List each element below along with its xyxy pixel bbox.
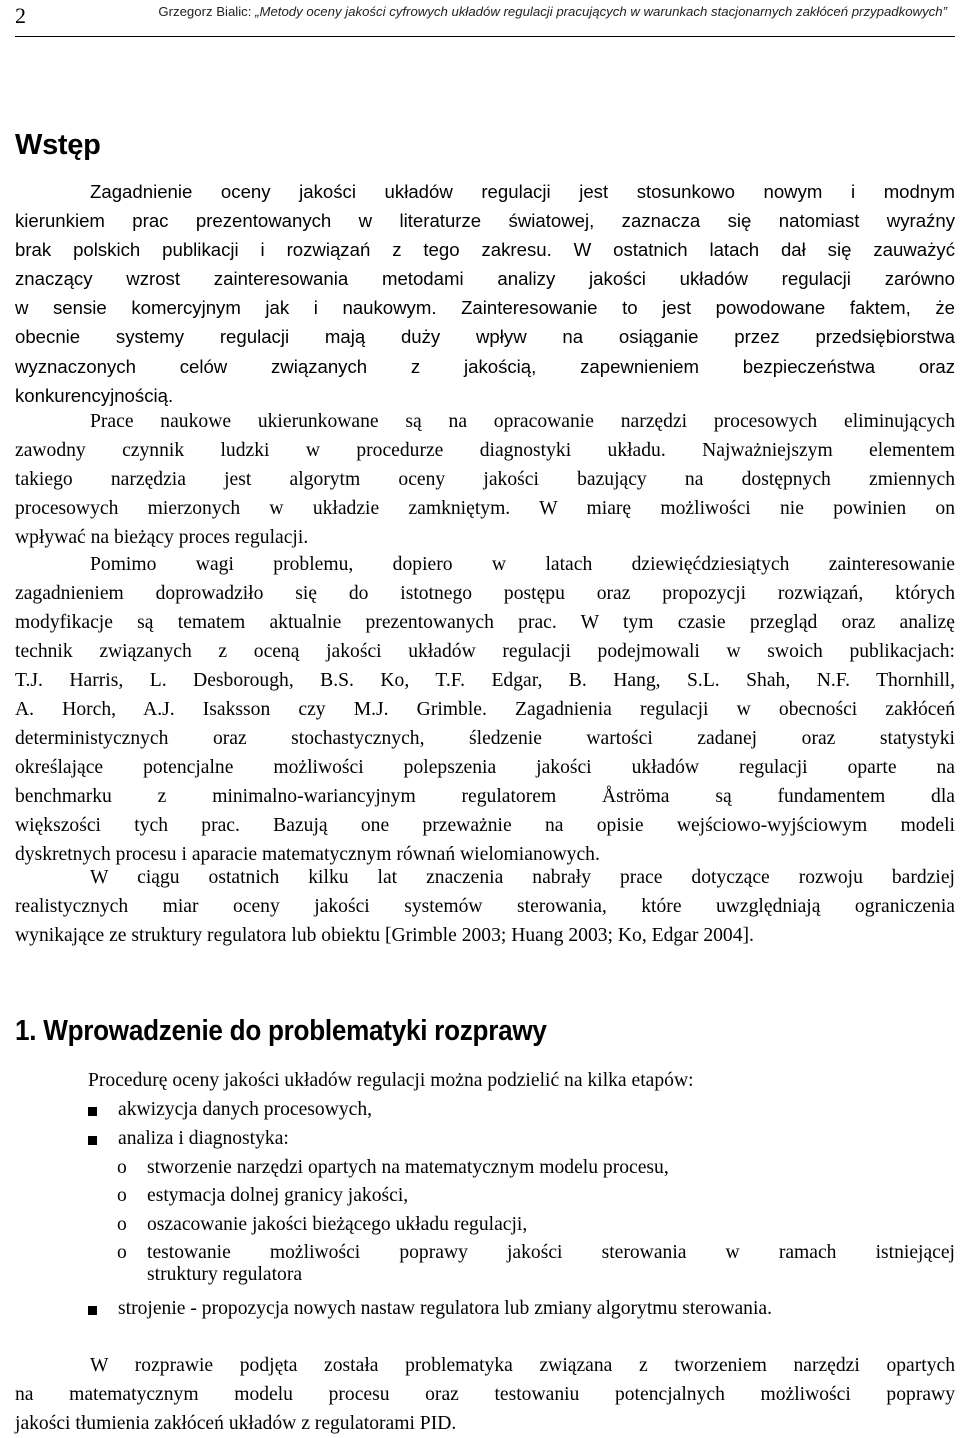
paragraph-line: zagadnieniem doprowadziło się do istotnego postępu oraz propozycji rozwiązań, których (15, 583, 955, 604)
paragraph-line: większości tych prac. Bazują one przeważnie na opisie wejściowo-wyjściowym modeli (15, 815, 955, 836)
running-head (158, 4, 947, 19)
paragraph-line: zawodny czynnik ludzki w procedurze diagnostyki układu. Najważniejszym elementem (15, 440, 955, 461)
sub-list-item-text: stworzenie narzędzi opartych na matematycznym modelu procesu, (147, 1157, 669, 1178)
circle-bullet-icon: o (117, 1157, 127, 1178)
running-head-title: „Metody oceny jakości cyfrowych układów regulacji pracujących w warunkach stacjonarnych zakłóceń przypadkowych” (255, 4, 947, 19)
running-head-author: Grzegorz Bialic: (158, 4, 256, 19)
list-item-text: analiza i diagnostyka: (118, 1128, 289, 1149)
paragraph-line: określające potencjalne możliwości polepszenia jakości układów regulacji oparte na (15, 757, 955, 778)
section-heading: 1. Wprowadzenie do problematyki rozprawy (15, 1015, 547, 1047)
intro-paragraph-1 (15, 177, 955, 410)
paragraph-line: konkurencyjnością. (15, 384, 174, 406)
intro-heading: Wstęp (15, 129, 101, 161)
paragraph-line: W rozprawie podjęta została problematyka związana z tworzeniem narzędzi opartych (90, 1355, 955, 1376)
paragraph-line: Zagadnienie oceny jakości układów regulacji jest stosunkowo nowym i modnym (90, 181, 955, 202)
paragraph-line: znaczący wzrost zainteresowania metodami analizy jakości układów regulacji zarówno (15, 268, 955, 290)
square-bullet-icon (88, 1136, 97, 1145)
intro-paragraph-2 (15, 407, 955, 552)
paragraph-line: benchmarku z minimalno-wariancyjnym regulatorem Åströma są fundamentem dla (15, 786, 955, 807)
list-item-text: akwizycja danych procesowych, (118, 1099, 373, 1120)
paragraph-line: w sensie komercyjnym jak i naukowym. Zainteresowanie to jest powodowane faktem, że (15, 297, 955, 319)
paragraph-line: modyfikacje są tematem aktualnie prezentowanych prac. W tym czasie przegląd oraz analizę (15, 612, 955, 633)
sub-list-item-text: estymacja dolnej granicy jakości, (147, 1185, 409, 1206)
paragraph-line: technik związanych z oceną jakości układów regulacji podejmowali w swoich publikacjach: (15, 641, 955, 662)
paragraph-line: T.J. Harris, L. Desborough, B.S. Ko, T.F. Edgar, B. Hang, S.L. Shah, N.F. Thornhill, (15, 670, 955, 691)
paragraph-line: obecnie systemy regulacji mają duży wpływ na osiąganie przez przedsiębiorstwa (15, 326, 955, 348)
paragraph-line: realistycznych miar oceny jakości systemów sterowania, które uwzględniają ograniczenia (15, 896, 955, 917)
paragraph-line: dyskretnych procesu i aparacie matematycznym równań wielomianowych. (15, 844, 600, 865)
intro-paragraph-4 (15, 863, 955, 950)
paragraph-line: jakości tłumienia zakłóceń układów z regulatorami PID. (15, 1413, 457, 1434)
sub-list-item-line: struktury regulatora (147, 1264, 303, 1285)
paragraph-line: brak polskich publikacji i rozwiązań z tego zakresu. W ostatnich latach dał się zauważyć (15, 239, 955, 261)
circle-bullet-icon: o (117, 1185, 127, 1206)
paragraph-line: A. Horch, A.J. Isaksson czy M.J. Grimble. Zagadnienia regulacji w obecności zakłóceń (15, 699, 955, 720)
square-bullet-icon (88, 1306, 97, 1315)
paragraph-line: wpływać na bieżący proces regulacji. (15, 527, 309, 548)
paragraph-line: kierunkiem prac prezentowanych w literaturze światowej, zaznacza się natomiast wyraźny (15, 210, 955, 232)
sub-list-item-text (147, 1242, 955, 1286)
page-number: 2 (15, 3, 26, 28)
paragraph-line: Pomimo wagi problemu, dopiero w latach dziewięćdziesiątych zainteresowanie (90, 554, 955, 575)
page-header (15, 0, 955, 37)
intro-paragraph-3 (15, 550, 955, 869)
square-bullet-icon (88, 1107, 97, 1116)
paragraph-line: W ciągu ostatnich kilku lat znaczenia nabrały prace dotyczące rozwoju bardziej (90, 867, 955, 888)
paragraph-line: takiego narzędzia jest algorytm oceny jakości bazujący na dostępnych zmiennych (15, 469, 955, 490)
list-item-text: strojenie - propozycja nowych nastaw regulatora lub zmiany algorytmu sterowania. (118, 1298, 772, 1319)
circle-bullet-icon: o (117, 1214, 127, 1235)
paragraph-line: procesowych mierzonych w układzie zamkniętym. W miarę możliwości nie powinien on (15, 498, 955, 519)
paragraph-line: na matematycznym modelu procesu oraz testowaniu potencjalnych możliwości poprawy (15, 1384, 955, 1405)
sub-list-item-line: testowanie możliwości poprawy jakości sterowania w ramach istniejącej (147, 1242, 955, 1263)
closing-paragraph (15, 1351, 955, 1438)
paragraph-line: Prace naukowe ukierunkowane są na opracowanie narzędzi procesowych eliminujących (90, 411, 955, 432)
circle-bullet-icon: o (117, 1242, 127, 1263)
paragraph-line: deterministycznych oraz stochastycznych, śledzenie wartości zadanej oraz statystyki (15, 728, 955, 749)
sub-list-item-text: oszacowanie jakości bieżącego układu regulacji, (147, 1214, 528, 1235)
paragraph-line: wyznaczonych celów związanych z jakością, zapewnieniem bezpieczeństwa oraz (15, 355, 955, 377)
list-intro: Procedurę oceny jakości układów regulacji można podzielić na kilka etapów: (88, 1070, 694, 1091)
paragraph-line: wynikające ze struktury regulatora lub obiektu [Grimble 2003; Huang 2003; Ko, Edgar 2004]. (15, 925, 754, 946)
